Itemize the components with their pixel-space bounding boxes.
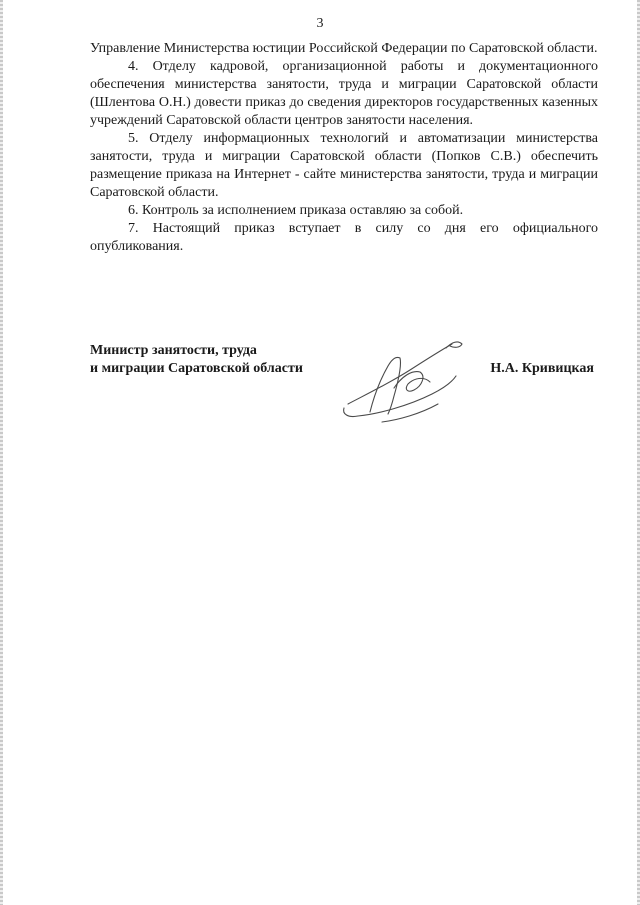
paragraph-item-4: 4. Отделу кадровой, организационной работы и документационного обеспечения министерства занятости, труда и миграции Саратовской области (Шлентова О.Н.) довести приказ до сведения директоров государственных казенных учреждений Саратовской области центров занятости населения. (90, 59, 598, 128)
signatory-name: Н.А. Кривицкая (490, 361, 594, 376)
paragraph-continuation: Управление Министерства юстиции Российской Федерации по Саратовской области. (90, 41, 598, 56)
signatory-title-line-1: Министр занятости, труда (90, 343, 257, 358)
handwritten-signature (328, 326, 478, 426)
paragraph-item-7: 7. Настоящий приказ вступает в силу со дня его официального опубликования. (90, 221, 598, 254)
signatory-title-line-2: и миграции Саратовской области (90, 361, 303, 376)
paragraph-item-6: 6. Контроль за исполнением приказа оставляю за собой. (128, 203, 464, 218)
scan-edge-left (0, 0, 3, 905)
signatory-title (90, 342, 350, 378)
document-body (90, 40, 598, 256)
paragraph-item-5: 5. Отделу информационных технологий и автоматизации министерства занятости, труда и миграции Саратовской области (Попков С.В.) обеспечить размещение приказа на Интернет - сайте министерства занятости, труда и миграции Саратовской области. (90, 131, 598, 200)
page-number: 3 (316, 16, 324, 31)
